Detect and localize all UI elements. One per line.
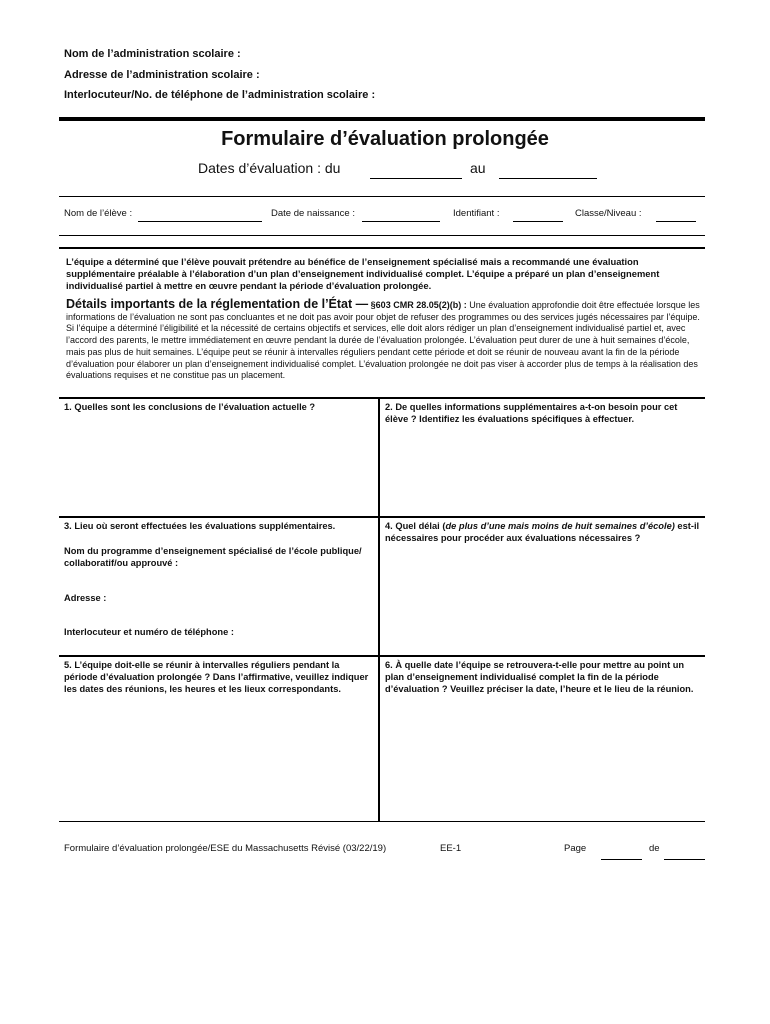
page-number-field[interactable] — [601, 859, 642, 860]
answer-2-area[interactable] — [385, 430, 703, 512]
student-id-field[interactable] — [513, 221, 563, 222]
footer-of-label: de — [649, 843, 660, 854]
footer-form-code: EE-1 — [440, 843, 462, 854]
question-3: 3. Lieu où seront effectuées les évaluations supplémentaires. — [64, 521, 336, 531]
page-title: Formulaire d’évaluation prolongée — [221, 128, 549, 150]
regulation-citation: §603 CMR 28.05(2)(b) : — [370, 300, 467, 310]
footer-page-label: Page — [564, 843, 587, 854]
date-to-field[interactable] — [499, 178, 597, 179]
grid-top-rule — [59, 397, 705, 399]
answer-4-area[interactable] — [385, 550, 703, 650]
program-name-label: Nom du programme d’enseignement spécialisé de l’école publique/ collaboratif/ou approuvé : — [64, 546, 362, 568]
question-6: 6. À quelle date l’équipe se retrouvera-t-elle pour mettre au point un plan d’enseignement individualisé complet la fin de la période d’évaluation ? Veuillez préciser la date, l’heure et le lieu de la réunion. — [385, 660, 694, 694]
birth-date-label: Date de naissance : — [271, 208, 355, 219]
question-2: 2. De quelles informations supplémentaires a-t-on besoin pour cet élève ? Identifiez les évaluations spécifiques à effectuer. — [385, 402, 678, 424]
question-5: 5. L’équipe doit-elle se réunir à intervalles réguliers pendant la période d’évaluation prolongée ? Dans l’affirmative, veuillez indiquer les dates des réunions, les heures et les lieux correspondants. — [64, 660, 369, 694]
school-address-label: Adresse de l’administration scolaire : — [64, 69, 260, 81]
answer-6-area[interactable] — [385, 712, 703, 816]
grid-row3-rule — [59, 655, 705, 657]
dates-from-label: Dates d’évaluation : du — [198, 160, 341, 176]
answer-5-area[interactable] — [64, 712, 372, 816]
rule-student-top — [59, 196, 705, 197]
school-contact-label: Interlocuteur/No. de téléphone de l’administration scolaire : — [64, 89, 376, 101]
birth-date-field[interactable] — [362, 221, 440, 222]
regulation-heading: Détails importants de la réglementation de l’État — — [66, 297, 369, 311]
rule-student-bottom — [59, 235, 705, 236]
question-1: 1. Quelles sont les conclusions de l’évaluation actuelle ? — [64, 402, 316, 412]
regulation-block — [66, 299, 706, 382]
question-4: 4. Quel délai (de plus d’une mais moins de huit semaines d’école) est-il nécessaires pour procéder aux évaluations nécessaires ? — [385, 521, 700, 543]
grade-label: Classe/Niveau : — [575, 208, 642, 219]
contact-label: Interlocuteur et numéro de téléphone : — [64, 627, 234, 637]
intro-paragraph: L’équipe a déterminé que l’élève pouvait prétendre au bénéfice de l’enseignement spécialisé mais a recommandé une évaluation supplémentaire préalable à l’élaboration d’un plan d’enseignement individualisé complet. L’équipe a préparé un plan d’enseignement individualisé partiel à mettre en œuvre pendant la période d’évaluation prolongée. — [66, 256, 660, 291]
grid-bottom-rule — [59, 821, 705, 822]
top-rule — [59, 117, 705, 121]
date-from-field[interactable] — [370, 178, 462, 179]
grade-field[interactable] — [656, 221, 696, 222]
page-total-field[interactable] — [664, 859, 705, 860]
school-name-label: Nom de l’administration scolaire : — [64, 48, 241, 60]
student-id-label: Identifiant : — [453, 208, 500, 219]
rule-intro-top — [59, 247, 705, 249]
grid-divider — [378, 397, 380, 822]
grid-row2-rule — [59, 516, 705, 518]
student-name-field[interactable] — [138, 221, 262, 222]
dates-to-label: au — [470, 160, 486, 176]
footer-form-name: Formulaire d’évaluation prolongée/ESE du Massachusetts Révisé (03/22/19) — [64, 843, 387, 854]
answer-1-area[interactable] — [64, 420, 372, 512]
address-label: Adresse : — [64, 593, 107, 603]
student-name-label: Nom de l’élève : — [64, 208, 133, 219]
regulation-body: Une évaluation approfondie doit être effectuée lorsque les informations de l’évaluation ne sont pas concluantes et ne doit pas avoir pour objet de refuser des programmes ou des services jugés nécessaires par l’équipe. Si l’équipe a déterminé l’éligibilité et la nécessité de certains objectifs et services, elle doit alors rédiger un plan d’enseignement individualisé partiel et, avec l’accord des parents, le mettre immédiatement en œuvre pendant la durée de l’évaluation prolongée. L’évaluation peut durer de une à huit semaines d’école, mais pas plus de huit semaines. L’équipe peut se réunir à intervalles réguliers pendant cette période et doit se réunir de nouveau avant la fin de la période d’évaluation pour élaborer un plan d’enseignement individualisé complet. L’évaluation prolongée ne doit pas viser à accorder plus de temps à la réalisation des évaluations requises et ne constitue pas un placement. — [66, 300, 700, 381]
